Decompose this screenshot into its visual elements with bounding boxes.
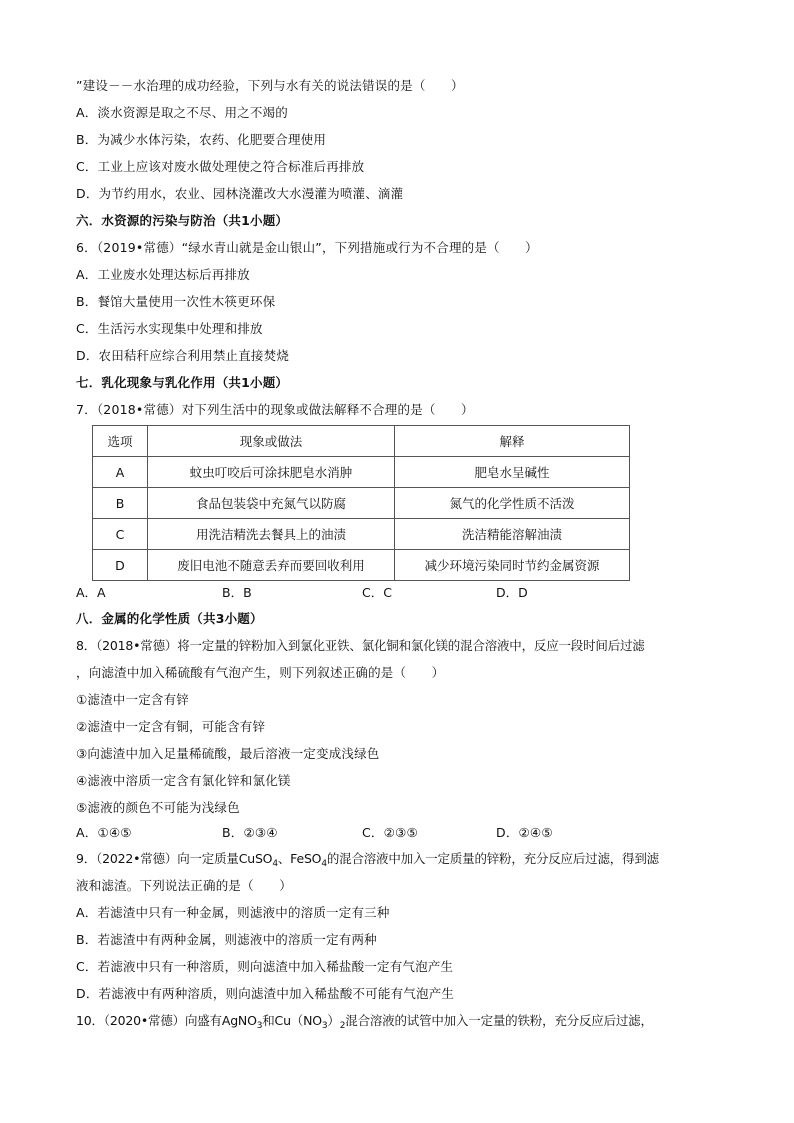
q9-stem-line1 (76, 845, 726, 872)
q7-stem: 7．（2018•常德）对下列生活中的现象或做法解释不合理的是（ ） (76, 402, 474, 417)
q9-option-b: B．若滤渣中有两种金属，则滤液中的溶质一定有两种 (76, 932, 377, 947)
table-cell: 洗洁精能溶解油渍 (395, 519, 630, 550)
table-row (93, 519, 630, 550)
q8-stem-line2: ，向滤渣中加入稀硫酸有气泡产生，则下列叙述正确的是（ ） (76, 665, 445, 680)
q5-option-d: D．为节约用水，农业、园林浇灌改大水漫灌为喷灌、滴灌 (76, 186, 404, 201)
q8-statement-4: ④滤液中溶质一定含有氯化锌和氯化镁 (76, 773, 291, 788)
q6-option-c: C．生活污水实现集中处理和排放 (76, 321, 263, 336)
table-header-cell: 现象或做法 (148, 426, 395, 457)
q10-stem-part: ） (327, 1013, 340, 1028)
table-cell: A (93, 457, 148, 488)
q7-option-a: A．A (76, 585, 106, 600)
table-cell: 废旧电池不随意丢弃而要回收利用 (148, 550, 395, 581)
q8-statement-5: ⑤滤液的颜色不可能为浅绿色 (76, 800, 240, 815)
table-cell: C (93, 519, 148, 550)
table-row (93, 488, 630, 519)
q7-option-b: B．B (222, 585, 252, 600)
table-cell: 肥皂水呈碱性 (395, 457, 630, 488)
q9-stem-part: 9．（2022•常德）向一定质量CuSO (76, 851, 273, 866)
q5-option-c: C．工业上应该对废水做处理使之符合标准后再排放 (76, 159, 365, 174)
q5-stem: ”建设－－水治理的成功经验，下列与水有关的说法错误的是（ ） (76, 78, 464, 93)
q6-option-d: D．农田秸秆应综合利用禁止直接焚烧 (76, 348, 290, 363)
table-cell: 氮气的化学性质不活泼 (395, 488, 630, 519)
q7-options (76, 581, 726, 605)
document-body (76, 72, 726, 1034)
q8-statement-3: ③向滤渣中加入足量稀硫酸，最后溶液一定变成浅绿色 (76, 746, 380, 761)
q7-option-c: C．C (362, 585, 392, 600)
subscript: 4 (272, 859, 278, 869)
table-cell: 减少环境污染同时节约金属资源 (395, 550, 630, 581)
subscript: 2 (339, 1021, 346, 1031)
table-cell: D (93, 550, 148, 581)
section-heading-6: 六．水资源的污染与防治（共1小题） (76, 213, 289, 228)
q10-stem-line1 (76, 1007, 726, 1034)
q10-stem-part: 10．（2020•常德）向盛有AgNO (76, 1013, 257, 1028)
q8-option-d: D．②④⑤ (496, 825, 553, 840)
table-cell: 食品包装袋中充氮气以防腐 (148, 488, 395, 519)
q8-option-b: B．②③④ (222, 825, 278, 840)
q5-option-b: B．为减少水体污染，农药、化肥要合理使用 (76, 132, 327, 147)
table-header-cell: 选项 (93, 426, 148, 457)
q9-option-c: C．若滤液中只有一种溶质，则向滤渣中加入稀盐酸一定有气泡产生 (76, 959, 454, 974)
table-header-cell: 解释 (395, 426, 630, 457)
q7-option-d: D．D (496, 585, 528, 600)
q8-statement-2: ②滤渣中一定含有铜，可能含有锌 (76, 719, 266, 734)
table-cell: 用洗洁精洗去餐具上的油渍 (148, 519, 395, 550)
q6-option-a: A．工业废水处理达标后再排放 (76, 267, 250, 282)
q8-stem-line1: 8．（2018•常德）将一定量的锌粉加入到氯化亚铁、氯化铜和氯化镁的混合溶液中，反应一段时间后过滤 (76, 638, 645, 653)
q8-option-a: A．①④⑤ (76, 825, 132, 840)
q5-option-a: A．淡水资源是取之不尽、用之不竭的 (76, 105, 288, 120)
q7-table (92, 425, 630, 581)
q6-option-b: B．餐馆大量使用一次性木筷更环保 (76, 294, 276, 309)
table-row (93, 457, 630, 488)
q9-stem-line2: 液和滤渣。下列说法正确的是（ ） (76, 878, 292, 893)
q10-stem-part: 和Cu（NO (262, 1013, 322, 1028)
q9-option-a: A．若滤渣中只有一种金属，则滤液中的溶质一定有三种 (76, 905, 390, 920)
q9-option-d: D．若滤液中有两种溶质，则向滤渣中加入稀盐酸不可能有气泡产生 (76, 986, 455, 1001)
q9-stem-part: 、FeSO (277, 851, 322, 866)
q6-stem: 6．（2019•常德）“绿水青山就是金山银山”，下列措施或行为不合理的是（ ） (76, 240, 538, 255)
subscript: 3 (321, 1021, 328, 1031)
subscript: 4 (321, 859, 327, 869)
q10-stem-part: 混合溶液的试管中加入一定量的铁粉，充分反应后过滤， (345, 1013, 653, 1028)
q8-option-c: C．②③⑤ (362, 825, 418, 840)
table-row (93, 550, 630, 581)
q8-options (76, 821, 726, 845)
section-heading-8: 八．金属的化学性质（共3小题） (76, 611, 263, 626)
q9-stem-part: 的混合溶液中加入一定质量的锌粉，充分反应后过滤，得到滤 (326, 851, 659, 866)
table-cell: 蚊虫叮咬后可涂抹肥皂水消肿 (148, 457, 395, 488)
subscript: 3 (256, 1021, 263, 1031)
table-cell: B (93, 488, 148, 519)
table-header-row (93, 426, 630, 457)
q8-statement-1: ①滤渣中一定含有锌 (76, 692, 190, 707)
section-heading-7: 七．乳化现象与乳化作用（共1小题） (76, 375, 289, 390)
